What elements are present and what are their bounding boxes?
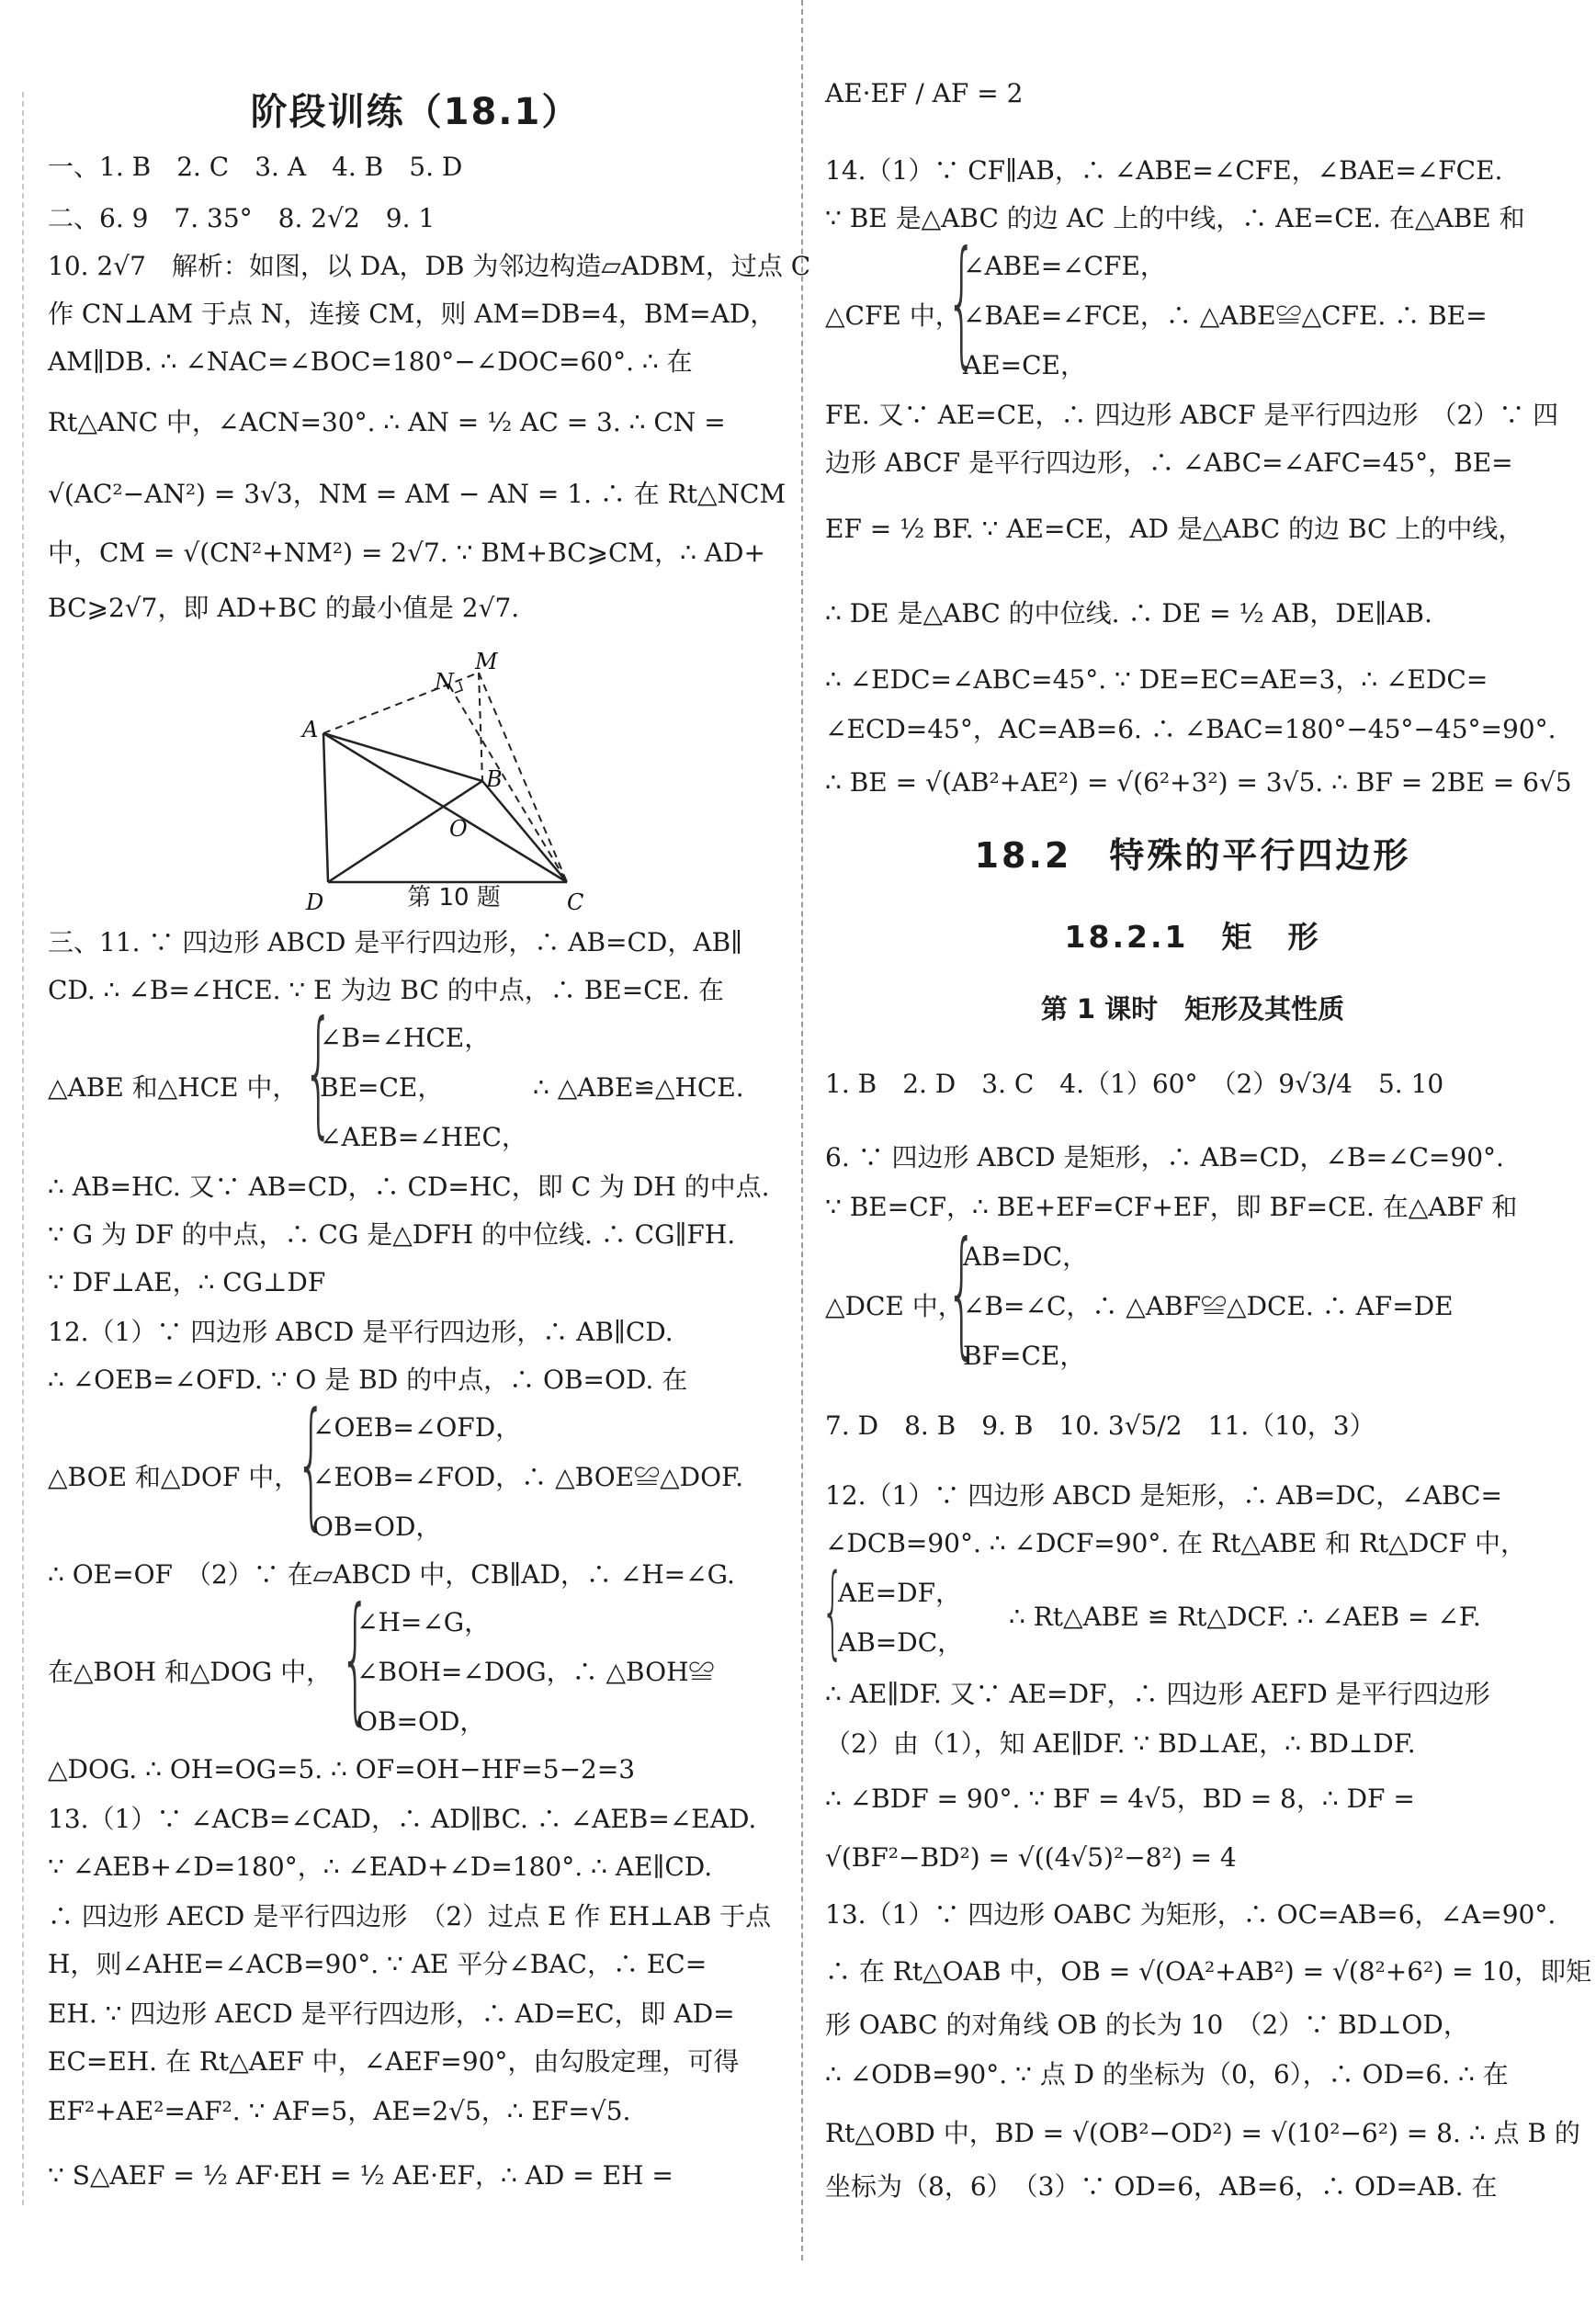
answer-line: ∴ AE∥DF. 又∵ AE=DF，∴ 四边形 AEFD 是平行四边形	[825, 1679, 1490, 1709]
equation-line: AB=DC，	[838, 1627, 964, 1658]
answer-line: 在△BOH 和△DOG 中，	[48, 1657, 333, 1687]
equation-line: ∠BOH=∠DOG，∴ △BOH≌	[357, 1657, 715, 1687]
answer-line: 12.（1）∵ 四边形 ABCD 是平行四边形，∴ AB∥CD.	[48, 1317, 673, 1347]
answer-line: ∵ BE=CF，∴ BE+EF=CF+EF，即 BF=CE. 在△ABF 和	[825, 1192, 1518, 1222]
equation-line: AE=DF，	[838, 1578, 961, 1608]
answer-line: 中，CM = √(CN²+NM²) = 2√7. ∵ BM+BC⩾CM，∴ AD+	[48, 538, 765, 568]
answer-line: 坐标为（8，6） （3）∵ OD=6，AB=6，∴ OD=AB. 在	[825, 2171, 1498, 2202]
answer-line: EF = ½ BF. ∵ AE=CE，AD 是△ABC 的边 BC 上的中线，	[825, 514, 1524, 544]
answer-line: ∠DCB=90°. ∴ ∠DCF=90°. 在 Rt△ABE 和 Rt△DCF 中，	[825, 1528, 1527, 1558]
equation-line: ∠H=∠G，	[357, 1607, 491, 1637]
label-d: D	[306, 889, 324, 915]
segment-ac	[323, 733, 567, 882]
answer-line: △DCE 中，	[825, 1291, 964, 1321]
segment-mb	[479, 673, 482, 781]
equation-line: ∠ABE=∠CFE，	[963, 251, 1166, 281]
equation-line: ∠OEB=∠OFD，	[312, 1412, 522, 1443]
answer-line: Rt△ANC 中，∠ACN=30°. ∴ AN = ½ AC = 3. ∴ CN =	[48, 407, 726, 437]
answer-line: 14.（1）∵ CF∥AB，∴ ∠ABE=∠CFE，∠BAE=∠FCE.	[825, 155, 1503, 186]
answer-line: H，则∠AHE=∠ACB=90°. ∵ AE 平分∠BAC，∴ EC=	[48, 1949, 707, 1979]
answer-line: ∴ BE = √(AB²+AE²) = √(6²+3²) = 3√5. ∴ BF = 2BE = 6√5	[825, 767, 1572, 798]
answer-line: EF²+AE²=AF². ∵ AF=5，AE=2√5，∴ EF=√5.	[48, 2096, 631, 2126]
label-b: B	[486, 766, 503, 792]
label-n: N	[435, 669, 454, 695]
section-title: 阶段训练（18.1）	[250, 91, 581, 133]
lesson-heading: 第 1 课时 矩形及其性质	[1040, 993, 1345, 1025]
answer-line: ∵ BE 是△ABC 的边 AC 上的中线，∴ AE=CE. 在△ABE 和	[825, 203, 1525, 233]
right-angle-mark	[455, 682, 462, 693]
answer-line: 三、11. ∵ 四边形 ABCD 是平行四边形，∴ AB=CD，AB∥	[48, 927, 743, 957]
answer-line: △BOE 和△DOF 中，	[48, 1462, 300, 1492]
segment-nc	[449, 685, 567, 882]
answer-line: 边形 ABCF 是平行四边形，∴ ∠ABC=∠AFC=45°，BE=	[825, 447, 1513, 478]
answer-line: ∴ ∠OEB=∠OFD. ∵ O 是 BD 的中点，∴ OB=OD. 在	[48, 1365, 688, 1395]
answer-line: 13.（1）∵ ∠ACB=∠CAD，∴ AD∥BC. ∴ ∠AEB=∠EAD.	[48, 1804, 757, 1834]
column-divider	[801, 0, 803, 2260]
system-brace: {	[340, 1579, 371, 1738]
equation-line: AB=DC，	[963, 1241, 1089, 1272]
answer-line: ∵ S△AEF = ½ AF·EH = ½ AE·EF，∴ AD = EH =	[48, 2160, 673, 2191]
answer-line: △DOG. ∴ OH=OG=5. ∴ OF=OH−HF=5−2=3	[48, 1754, 636, 1784]
answer-line: △CFE 中，	[825, 300, 961, 331]
answer-line: CD. ∴ ∠B=∠HCE. ∵ E 为边 BC 的中点，∴ BE=CE. 在	[48, 975, 724, 1005]
equation-line: ∠AEB=∠HEC，	[320, 1122, 527, 1152]
answer-line: EH. ∵ 四边形 AECD 是平行四边形，∴ AD=EC，即 AD=	[48, 1999, 735, 2029]
system-brace: {	[946, 1213, 978, 1373]
answer-line: Rt△OBD 中，BD = √(OB²−OD²) = √(10²−6²) = 8. ∴ 点 B 的	[825, 2118, 1580, 2148]
equation-line: ∠BAE=∠FCE，∴ △ABE≌△CFE. ∴ BE=	[963, 300, 1488, 331]
answer-line: ∴ ∠BDF = 90°. ∵ BF = 4√5，BD = 8，∴ DF =	[825, 1784, 1415, 1814]
answer-line: BC⩾2√7，即 AD+BC 的最小值是 2√7.	[48, 593, 520, 623]
answer-line: ∵ DF⊥AE，∴ CG⊥DF	[48, 1267, 326, 1297]
label-c: C	[567, 889, 584, 915]
answer-line: 12.（1）∵ 四边形 ABCD 是矩形，∴ AB=DC，∠ABC=	[825, 1480, 1502, 1511]
equation-line: BF=CE，	[963, 1341, 1086, 1371]
answer-line: 13.（1）∵ 四边形 OABC 为矩形，∴ OC=AB=6，∠A=90°.	[825, 1899, 1556, 1930]
label-o: O	[449, 816, 468, 842]
equation-line: ∴ △ABE≌△HCE.	[533, 1072, 744, 1103]
answer-line: 1. B 2. D 3. C 4.（1）60° （2）9√3/4 5. 10	[825, 1069, 1444, 1099]
subsection-heading: 18.2.1 矩 形	[1064, 919, 1321, 955]
answer-line: √(AC²−AN²) = 3√3，NM = AM − AN = 1. ∴ 在 Rt△NCM	[48, 479, 787, 509]
label-m: M	[475, 652, 498, 674]
left-margin-rule	[22, 92, 24, 2205]
answer-line: ∵ G 为 DF 的中点，∴ CG 是△DFH 的中位线. ∴ CG∥FH.	[48, 1219, 736, 1250]
answer-line: ∠ECD=45°，AC=AB=6. ∴ ∠BAC=180°−45°−45°=90°.	[825, 714, 1556, 744]
answer-line: ∴ DE 是△ABC 的中位线. ∴ DE = ½ AB，DE∥AB.	[825, 598, 1432, 629]
answer-line: ∴ OE=OF （2）∵ 在▱ABCD 中，CB∥AD，∴ ∠H=∠G.	[48, 1559, 735, 1590]
answer-line: △ABE 和△HCE 中，	[48, 1072, 299, 1103]
answer-line: 形 OABC 的对角线 OB 的长为 10 （2）∵ BD⊥OD，	[825, 2010, 1469, 2040]
equation-line: ∴ Rt△ABE ≌ Rt△DCF. ∴ ∠AEB = ∠F.	[1009, 1602, 1481, 1632]
answer-line: ∴ AB=HC. 又∵ AB=CD，∴ CD=HC，即 C 为 DH 的中点.	[48, 1172, 770, 1202]
answer-line: 10. 2√7 解析：如图，以 DA，DB 为邻边构造▱ADBM，过点 C	[48, 251, 811, 281]
equation-line: ∠B=∠HCE，	[320, 1023, 491, 1053]
answer-line: AM∥DB. ∴ ∠NAC=∠BOC=180°−∠DOC=60°. ∴ 在	[48, 346, 693, 377]
answer-line: 一、1. B 2. C 3. A 4. B 5. D	[48, 152, 463, 182]
answer-line: ∴ 在 Rt△OAB 中，OB = √(OA²+AB²) = √(8²+6²) = 10，即矩	[825, 1956, 1592, 1987]
answer-line: ∵ ∠AEB+∠D=180°，∴ ∠EAD+∠D=180°. ∴ AE∥CD.	[48, 1852, 713, 1882]
system-brace: {	[296, 1384, 327, 1544]
figure-caption: 第 10 题	[407, 884, 501, 912]
answer-line: FE. 又∵ AE=CE，∴ 四边形 ABCF 是平行四边形 （2）∵ 四	[825, 400, 1559, 430]
answer-line: 二、6. 9 7. 35° 8. 2√2 9. 1	[48, 203, 436, 233]
answer-line: √(BF²−BD²) = √((4√5)²−8²) = 4	[825, 1842, 1237, 1873]
equation-line: OB=OD，	[357, 1706, 486, 1737]
answer-line: EC=EH. 在 Rt△AEF 中，∠AEF=90°，由勾股定理，可得	[48, 2046, 740, 2077]
equation-line: ∠B=∠C，∴ △ABF≌△DCE. ∴ AF=DE	[963, 1291, 1454, 1321]
equation-line: OB=OD，	[312, 1512, 442, 1542]
system-brace: {	[303, 992, 334, 1152]
segment-da	[323, 733, 328, 882]
system-brace: {	[821, 1552, 844, 1670]
answer-line: AE·EF / AF = 2	[825, 78, 1024, 108]
segment-bc	[482, 781, 567, 882]
equation-line: ∠EOB=∠FOD，∴ △BOE≌△DOF.	[312, 1462, 744, 1492]
segment-ab	[323, 733, 482, 781]
system-brace: {	[946, 222, 978, 382]
answer-line: ∴ 四边形 AECD 是平行四边形 （2）过点 E 作 EH⊥AB 于点	[48, 1901, 772, 1931]
section-heading: 18.2 特殊的平行四边形	[974, 835, 1411, 876]
answer-line: 7. D 8. B 9. B 10. 3√5/2 11.（10，3）	[825, 1410, 1375, 1441]
answer-line: ∴ ∠EDC=∠ABC=45°. ∵ DE=EC=AE=3，∴ ∠EDC=	[825, 664, 1488, 695]
equation-line: BE=CE，	[320, 1072, 444, 1103]
label-a: A	[302, 717, 319, 742]
answer-line: ∴ ∠ODB=90°. ∵ 点 D 的坐标为（0，6），∴ OD=6. ∴ 在	[825, 2059, 1509, 2089]
answer-line: 6. ∵ 四边形 ABCD 是矩形，∴ AB=CD，∠B=∠C=90°.	[825, 1142, 1504, 1172]
segment-am	[323, 673, 479, 733]
answer-line: 作 CN⊥AM 于点 N，连接 CM，则 AM=DB=4，BM=AD，	[48, 299, 776, 329]
answer-line: （2）由（1），知 AE∥DF. ∵ BD⊥AE，∴ BD⊥DF.	[825, 1728, 1416, 1759]
equation-line: AE=CE，	[963, 350, 1086, 380]
